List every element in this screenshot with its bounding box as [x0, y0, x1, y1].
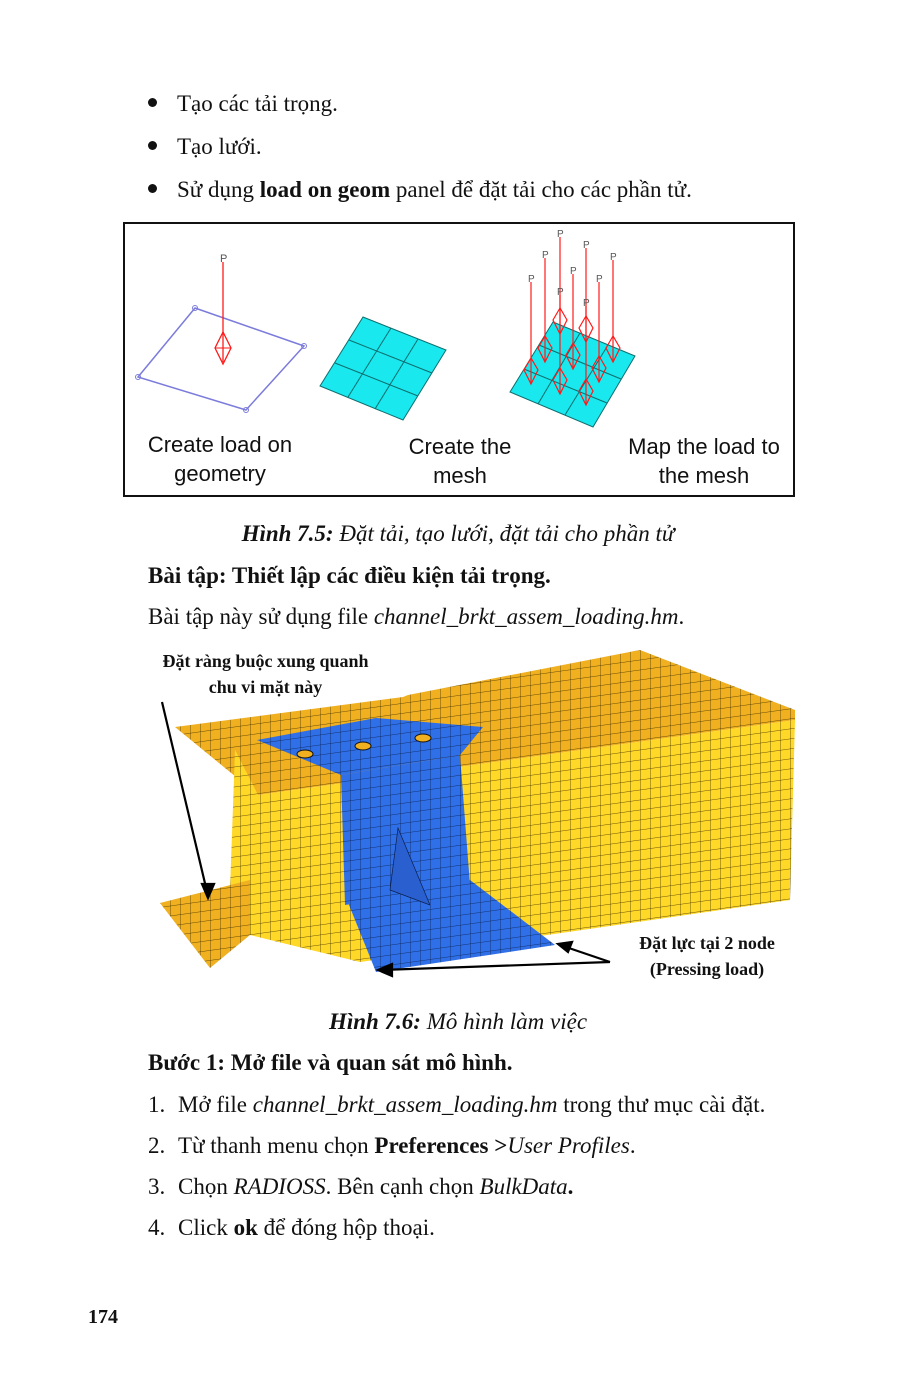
intro-text: Bài tập này sử dụng file	[148, 604, 374, 629]
panel-label-create-load	[125, 430, 315, 488]
svg-text:P: P	[557, 229, 564, 240]
pressing-load-annotation	[612, 930, 802, 982]
panel-label-map-load	[609, 432, 799, 490]
annotation-line: chu vi mặt này	[208, 677, 323, 697]
step-text: . Bên cạnh chọn	[325, 1174, 480, 1199]
bullet-text: Sử dụng	[177, 177, 260, 202]
step-text: Mở file	[178, 1092, 253, 1117]
bullet-text: Tạo các tải trọng.	[177, 91, 338, 116]
annotation-line: (Pressing load)	[649, 959, 765, 979]
caption-number: Hình 7.5:	[241, 521, 334, 546]
step-item-3	[148, 1174, 573, 1200]
annotation-line: Đặt ràng buộc xung quanh	[162, 651, 369, 671]
step-text: Chọn	[178, 1174, 234, 1199]
step-number: 4.	[148, 1215, 166, 1240]
svg-text:P: P	[220, 253, 228, 265]
svg-text:P: P	[596, 274, 603, 285]
svg-text:P: P	[528, 274, 535, 285]
label-line: the mesh	[658, 463, 750, 488]
profile-name: RADIOSS	[233, 1174, 326, 1199]
label-line: Create the	[408, 434, 512, 459]
svg-text:P: P	[610, 252, 617, 263]
step-text: để đóng hộp thoại.	[257, 1215, 435, 1240]
label-line: Map the load to	[628, 434, 780, 459]
caption-text: Đặt tải, tạo lưới, đặt tải cho phần tử	[333, 521, 675, 546]
caption-text: Mô hình làm việc	[420, 1009, 588, 1034]
step-number: 3.	[148, 1174, 166, 1199]
menu-name: Preferences >	[374, 1133, 508, 1158]
bullet-bold-term: load on geom	[259, 177, 391, 202]
intro-text: .	[678, 604, 685, 629]
exercise-heading: Bài tập: Thiết lập các điều kiện tải trọng.	[148, 563, 551, 588]
step-item-1	[148, 1092, 765, 1118]
svg-text:P: P	[542, 250, 549, 261]
bullet-text: Tạo lưới.	[177, 134, 262, 159]
caption-number: Hình 7.6:	[328, 1009, 421, 1034]
constraint-annotation	[143, 648, 388, 700]
bullet-item	[148, 133, 262, 161]
figure-7-6-caption	[0, 1009, 916, 1035]
bullet-icon	[148, 141, 157, 150]
label-line: mesh	[433, 463, 487, 488]
panel-label-create-mesh	[365, 432, 555, 490]
step-number: 1.	[148, 1092, 166, 1117]
mapped-loads-icon	[510, 229, 635, 427]
step-text: .	[629, 1133, 636, 1158]
step1-heading: Bước 1: Mở file và quan sát mô hình.	[148, 1050, 513, 1075]
geometry-surface-icon	[136, 253, 307, 413]
svg-text:P: P	[570, 266, 577, 277]
bullet-icon	[148, 184, 157, 193]
svg-text:P: P	[557, 287, 564, 298]
step-item-4	[148, 1215, 435, 1241]
svg-text:P: P	[583, 240, 590, 251]
menu-item: User Profiles	[507, 1133, 630, 1158]
bullet-item	[148, 90, 338, 118]
step-text: .	[567, 1174, 574, 1199]
step-text: Từ thanh menu chọn	[178, 1133, 375, 1158]
annotation-line: Đặt lực tại 2 node	[639, 933, 775, 953]
file-name: channel_brkt_assem_loading.hm	[373, 604, 679, 629]
bullet-icon	[148, 98, 157, 107]
bullet-item	[148, 176, 692, 204]
file-name: channel_brkt_assem_loading.hm	[252, 1092, 558, 1117]
label-line: geometry	[174, 461, 266, 486]
step-number: 2.	[148, 1133, 166, 1158]
profile-option: BulkData	[479, 1174, 568, 1199]
svg-text:P: P	[583, 298, 590, 309]
mesh-grid-icon	[320, 317, 446, 420]
figure-7-5	[123, 222, 795, 497]
exercise-intro	[148, 604, 684, 630]
label-line: Create load on	[147, 432, 293, 457]
bullet-text: panel để đặt tải cho các phần tử.	[390, 177, 692, 202]
step-text: Click	[178, 1215, 234, 1240]
step-item-2	[148, 1133, 636, 1159]
step-text: trong thư mục cài đặt.	[557, 1092, 766, 1117]
page-number: 174	[88, 1306, 118, 1328]
button-name: ok	[233, 1215, 258, 1240]
figure-7-5-caption	[0, 521, 916, 547]
